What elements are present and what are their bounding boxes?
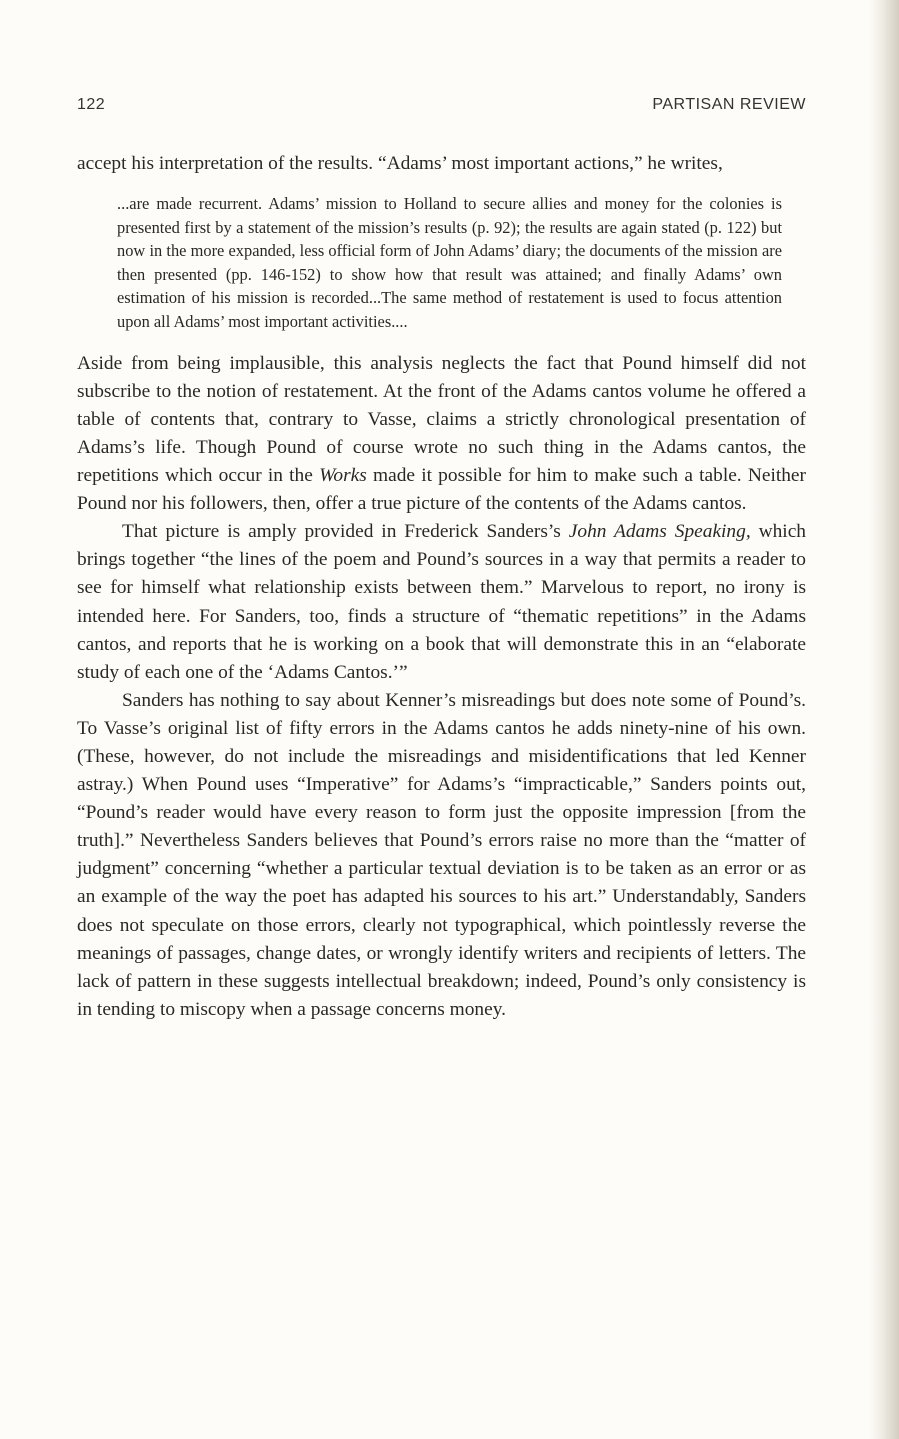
- page-body: [77, 150, 806, 1024]
- block-quote: ...are made recurrent. Adams’ mission to Holland to secure allies and money for the colonies is presented first by a statement of the mission’s results (p. 92); the results are again stated (p. 122) but now in the more expanded, less official form of John Adams’ diary; the documents of the mission are then presented (pp. 146-152) to show how that result was attained; and finally Adams’ own estimation of his mission is recorded...The same method of restatement is used to focus attention upon all Adams’ most important activities....: [117, 194, 782, 332]
- paragraph-2-text-a: Aside from being implausible, this analysis neglects the fact that Pound himself did not subscribe to the notion of restatement. At the front of the Adams cantos volume he offered a table of contents that, contrary to Vasse, claims a strictly chronological presentation of Adams’s life. Though Pound of course wrote no such thing in the Adams cantos, the repetitions which occur in the: [77, 352, 806, 487]
- paragraph-3: [77, 518, 806, 687]
- paragraph-1: accept his interpretation of the results. “Adams’ most important actions,” he writes,: [77, 153, 723, 174]
- paragraph-4: Sanders has nothing to say about Kenner’s misreadings but does note some of Pound’s. To Vasse’s original list of fifty errors in the Adams cantos he adds ninety-nine of his own. (These, however, do not include the misreadings and misidentifications that led Kenner astray.) When Pound uses “Imperative” for Adams’s “impracticable,” Sanders points out, “Pound’s reader would have every reason to form just the opposite impression [from the truth].” Nevertheless Sanders believes that Pound’s errors raise no more than the “matter of judgment” concerning “whether a particular textual deviation is to be taken as an error or as an example of the way the poet has adapted his sources to his art.” Understandably, Sanders does not speculate on those errors, clearly not typographical, which pointlessly reverse the meanings of passages, change dates, or wrongly identify writers and recipients of letters. The lack of pattern in these suggests intellectual breakdown; indeed, Pound’s only consistency is in tending to miscopy when a passage concerns money.: [77, 689, 806, 1020]
- paragraph-2-italic-title: Works: [319, 465, 367, 487]
- running-header: [77, 96, 806, 114]
- paragraph-3-italic-title: John Adams Speaking,: [568, 521, 751, 543]
- paragraph-2-text-b: made it possible for him to make such a table. Neither Pound nor his followers, then, offer a true picture of the contents of the Adams cantos.: [77, 465, 806, 515]
- page-number: 122: [77, 96, 106, 113]
- page-edge-shadow: [869, 0, 899, 1439]
- running-title: PARTISAN REVIEW: [652, 96, 806, 113]
- paragraph-3-text-b: which brings together “the lines of the poem and Pound’s sources in a way that permits a reader to see for himself what relationship exists between them.” Marvelous to report, no irony is intended here. For Sanders, too, finds a structure of “thematic repetitions” in the Adams cantos, and reports that he is working on a book that will demonstrate this in an “elaborate study of each one of the ‘Adams Cantos.’”: [77, 521, 806, 683]
- paragraph-3-text-a: That picture is amply provided in Frederick Sanders’s: [122, 521, 569, 543]
- paragraph-2: [77, 350, 806, 519]
